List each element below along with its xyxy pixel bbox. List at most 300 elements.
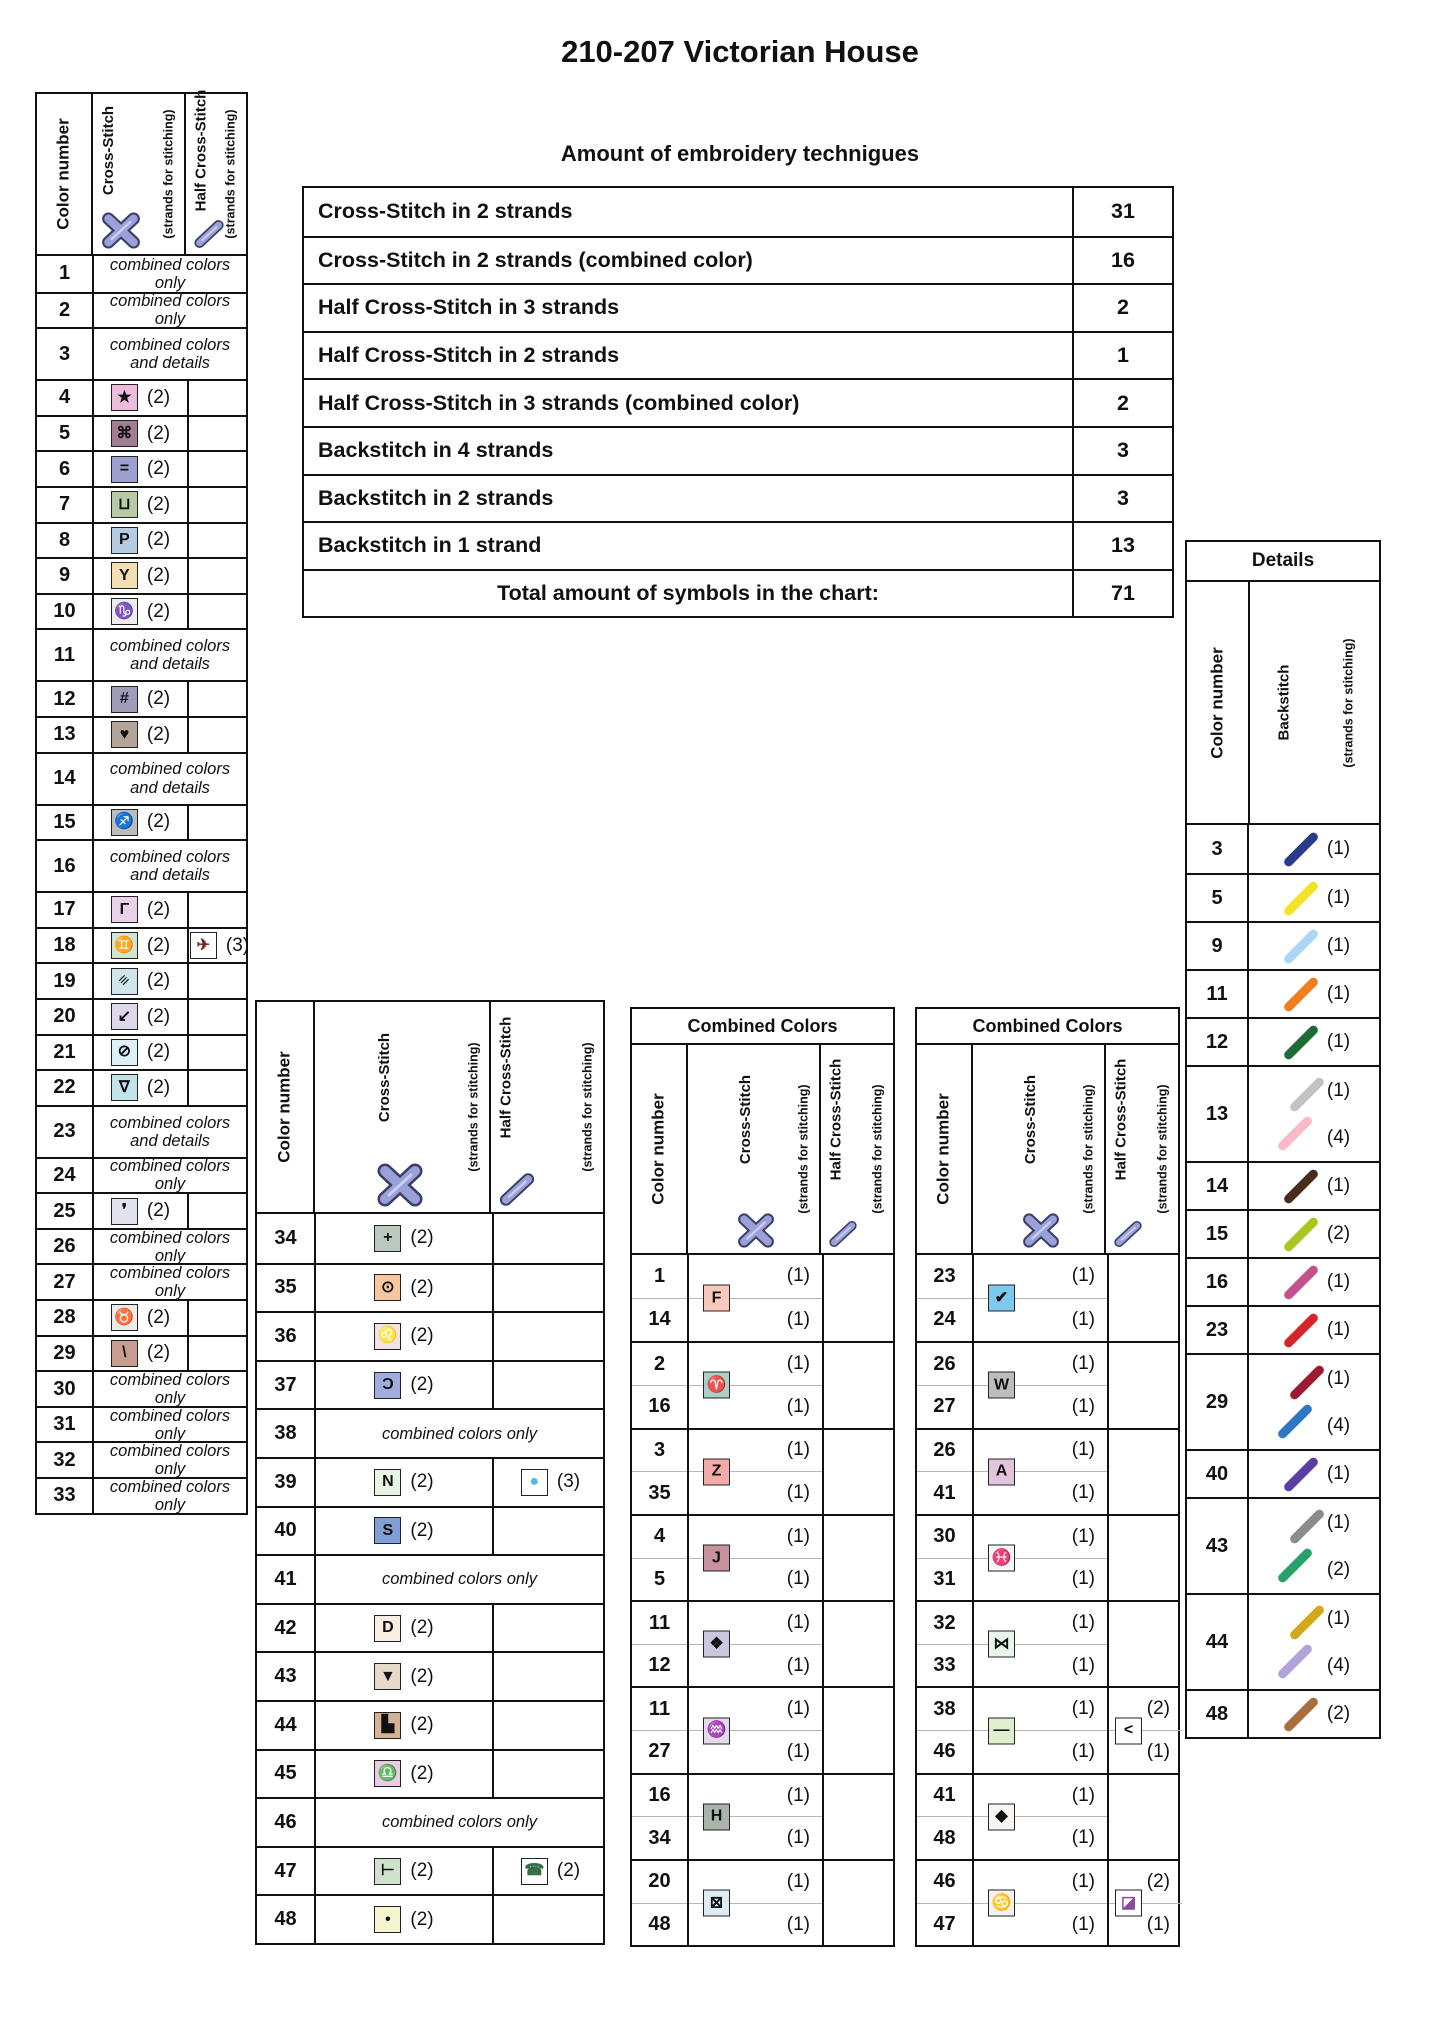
backstitch-swatch: [1288, 1604, 1325, 1641]
cross-stitch-icon: [736, 1213, 776, 1248]
cross-stitch-cell: [972, 1343, 1107, 1427]
symbol-glyph: \: [122, 1344, 127, 1362]
half-cross-stitch-cell: [1107, 1775, 1182, 1859]
symbol-swatch: [374, 1372, 401, 1399]
backstitch-swatch-wrap: [1278, 875, 1324, 921]
strand-count: (2): [146, 529, 171, 551]
half-cross-stitch-cell: [187, 381, 250, 415]
cross-stitch-cell: [972, 1602, 1107, 1686]
symbol-table-2-header: [257, 1002, 603, 1214]
color-number: 35: [648, 1481, 671, 1504]
color-number: 34: [274, 1226, 297, 1249]
color-number: 3: [58, 342, 71, 365]
backstitch-swatch-wrap: [1278, 1259, 1324, 1305]
table-row: [37, 680, 246, 716]
details-row: [1187, 921, 1379, 969]
strand-count: (1): [689, 1255, 822, 1299]
techniques-row: [304, 426, 1172, 474]
half-cross-stitch-icon: [827, 1220, 859, 1248]
cross-stitch-cell: [92, 1000, 187, 1034]
symbol-glyph: ⌘: [116, 424, 133, 442]
table-row: [257, 1554, 603, 1603]
strand-count: (2): [146, 898, 171, 920]
half-cross-stitch-cell: [1107, 1343, 1182, 1427]
color-number: 20: [53, 1005, 76, 1028]
symbol-glyph: ♊: [114, 936, 135, 954]
strand-count: (1): [1326, 1271, 1351, 1292]
combined-color-numbers: [632, 1688, 687, 1772]
cross-stitch-cell: [687, 1688, 822, 1772]
color-number: 13: [53, 723, 76, 746]
strand-count: (1): [786, 1395, 810, 1417]
color-number: 35: [274, 1276, 297, 1299]
half-cross-stitch-cell: [187, 524, 250, 558]
table-row: [37, 256, 246, 292]
color-number: 27: [933, 1395, 956, 1418]
half-cross-stitch-cell: [822, 1430, 897, 1514]
combined-row: [632, 1428, 893, 1514]
backstitch-swatch: [1288, 1508, 1325, 1545]
symbol-swatch: [111, 809, 138, 836]
technique-count: 3: [1072, 476, 1172, 522]
color-number: 38: [917, 1688, 972, 1731]
combined-note-line: combined colors only: [109, 1157, 231, 1194]
combined-colors-2-title: Combined Colors: [917, 1009, 1178, 1045]
symbol-glyph: H: [710, 1807, 723, 1825]
table-row: [37, 1477, 246, 1513]
color-number: 27: [648, 1740, 671, 1763]
symbol-glyph: —: [993, 1721, 1010, 1739]
symbol-glyph: S: [382, 1521, 394, 1539]
backstitch-swatch-wrap: [1272, 1111, 1318, 1157]
half-cross-stitch-cell: [822, 1861, 897, 1945]
techniques-row: [304, 188, 1172, 236]
color-number: 12: [53, 687, 76, 710]
strand-count: (4): [1326, 1654, 1351, 1676]
color-number-label: Color number: [649, 1093, 669, 1205]
combined-note: [92, 630, 246, 680]
backstitch-line: [1249, 1546, 1379, 1593]
table-row: [37, 1069, 246, 1105]
table-row: [37, 1105, 246, 1157]
symbol-glyph: Ɔ: [382, 1376, 394, 1394]
half-cross-stitch-cell: [187, 1000, 250, 1034]
symbol-swatch: [374, 1760, 401, 1787]
symbol-swatch: [190, 932, 217, 959]
backstitch-swatch: [1282, 1167, 1319, 1204]
backstitch-line: [1249, 1067, 1379, 1114]
color-number: 25: [53, 1199, 76, 1222]
color-number: 5: [653, 1567, 666, 1590]
strand-count: (2): [410, 1714, 434, 1736]
half-cross-stitch-cell: [822, 1343, 897, 1427]
strand-count: (1): [689, 1688, 822, 1731]
combined-note: [92, 1107, 246, 1157]
color-number-label: Color number: [934, 1093, 954, 1205]
color-number: 14: [53, 767, 76, 790]
column-header-half-cross-stitch: [184, 89, 246, 254]
cross-stitch-icon-wrap: [100, 212, 142, 249]
combined-note-line: combined colors: [109, 760, 231, 779]
symbol-swatch: [111, 932, 138, 959]
combined-note-line: and details: [130, 778, 210, 797]
technique-count: 2: [1072, 380, 1172, 426]
strand-count: (1): [1326, 1607, 1351, 1629]
strand-count: (1): [974, 1516, 1107, 1559]
combined-note-line: and details: [130, 655, 210, 674]
strands-label: (strands for stitching): [871, 1084, 886, 1214]
strand-count: (3): [225, 934, 250, 956]
cross-stitch-cell: [314, 1214, 492, 1263]
color-number: 16: [1187, 1259, 1249, 1305]
color-number-label: Color number: [1207, 646, 1227, 759]
cross-stitch-cell: [92, 1194, 187, 1228]
combined-color-numbers: [632, 1430, 687, 1514]
combined-note: [92, 294, 246, 328]
combined-note: [92, 1230, 246, 1264]
cross-stitch-icon-wrap: [1021, 1213, 1061, 1248]
cross-stitch-cell: [687, 1861, 822, 1945]
cross-stitch-cell: [314, 1653, 492, 1700]
combined-note-line: combined colors only: [382, 1570, 537, 1589]
strand-count: (1): [786, 1827, 810, 1849]
symbol-glyph: ♓: [991, 1549, 1012, 1567]
color-number: 14: [648, 1308, 671, 1331]
color-number: 6: [58, 457, 71, 480]
table-row: [37, 593, 246, 629]
symbol-swatch: [988, 1458, 1015, 1485]
backstitch-swatch: [1288, 1364, 1325, 1401]
symbol-glyph: ✔: [994, 1289, 1009, 1307]
cross-stitch-icon-wrap: [736, 1213, 776, 1248]
strand-count: (2): [146, 1076, 171, 1098]
backstitch-line: [1249, 1019, 1379, 1065]
color-number: 1: [632, 1255, 687, 1299]
half-cross-stitch-cell: [187, 452, 250, 486]
column-header-backstitch: [1248, 582, 1379, 823]
strand-count: (1): [1326, 1175, 1351, 1196]
backstitch-swatch-wrap: [1278, 923, 1324, 969]
strand-count: (2): [410, 1227, 434, 1249]
combined-colors-1-header: [632, 1045, 893, 1255]
half-cross-stitch-cell: [187, 964, 250, 998]
color-number: 30: [917, 1516, 972, 1559]
color-number: 36: [274, 1324, 297, 1347]
cross-stitch-cell: [687, 1430, 822, 1514]
technique-label: Backstitch in 4 strands: [318, 438, 554, 463]
combined-note-line: combined colors only: [109, 292, 231, 329]
table-row: [37, 927, 250, 963]
technique-label: Backstitch in 2 strands: [318, 485, 554, 510]
strand-count: (2): [1326, 1558, 1351, 1580]
strand-count: (1): [974, 1255, 1107, 1299]
color-number: 29: [53, 1341, 76, 1364]
half-cross-stitch-cell: [187, 893, 250, 927]
color-number: 17: [53, 898, 76, 921]
half-cross-stitch-cell: [187, 682, 250, 716]
cross-stitch-cell: [314, 1702, 492, 1749]
combined-note: [92, 1479, 246, 1513]
combined-note: [314, 1556, 603, 1603]
symbol-swatch: [374, 1663, 401, 1690]
table-row: [257, 1214, 603, 1263]
combined-row: [917, 1600, 1178, 1686]
strand-count: (1): [689, 1602, 822, 1645]
combined-row: [632, 1859, 893, 1945]
color-number: 9: [58, 564, 71, 587]
column-header-cross-stitch: [91, 94, 184, 254]
half-cross-stitch-cell: [187, 417, 250, 451]
table-row: [257, 1408, 603, 1457]
backstitch-lines: [1249, 1451, 1379, 1497]
half-cross-stitch-cell: [1107, 1255, 1182, 1341]
combined-row: [632, 1341, 893, 1427]
backstitch-swatch-wrap: [1272, 1543, 1318, 1589]
table-row: [37, 752, 246, 804]
symbol-swatch: [374, 1517, 401, 1544]
strand-count: (2): [146, 811, 171, 833]
table-row: [257, 1651, 603, 1700]
half-cross-stitch-cell: [492, 1265, 607, 1312]
combined-row: [917, 1428, 1178, 1514]
strand-count: (2): [1109, 1861, 1182, 1904]
strand-count: (1): [974, 1861, 1107, 1904]
symbol-swatch: [703, 1803, 730, 1830]
backstitch-line: [1249, 1691, 1379, 1737]
color-number: 27: [53, 1270, 76, 1293]
combined-note: [92, 329, 246, 379]
cross-stitch-icon: [1021, 1213, 1061, 1248]
backstitch-swatch: [1282, 879, 1319, 916]
half-cross-stitch-cell: [492, 1605, 607, 1652]
half-cross-stitch-cell: [492, 1848, 607, 1895]
table-row: [37, 379, 246, 415]
strand-count: (1): [1071, 1482, 1095, 1504]
half-cross-stitch-cell: [187, 1194, 250, 1228]
strand-count: (1): [689, 1861, 822, 1904]
cross-stitch-cell: [92, 964, 187, 998]
symbol-swatch: [988, 1631, 1015, 1658]
color-number: 11: [632, 1688, 687, 1731]
backstitch-swatch: [1282, 975, 1319, 1012]
strand-count: (1): [786, 1482, 810, 1504]
combined-color-numbers: [632, 1775, 687, 1859]
symbol-glyph: ♉: [114, 1308, 135, 1326]
color-number: 47: [274, 1859, 297, 1882]
color-number: 13: [1187, 1067, 1249, 1161]
techniques-heading: Amount of embroidery technigues: [560, 141, 920, 166]
color-number: 16: [648, 1395, 671, 1418]
details-header: [1187, 582, 1379, 825]
technique-count: 31: [1072, 188, 1172, 236]
combined-color-numbers: [632, 1343, 687, 1427]
color-number: 15: [53, 810, 76, 833]
backstitch-lines: [1249, 875, 1379, 921]
color-number-label: Color number: [53, 118, 73, 230]
symbol-glyph: ⊔: [118, 495, 131, 513]
color-number: 39: [274, 1470, 297, 1493]
symbol-swatch: [111, 598, 138, 625]
color-number: 31: [53, 1413, 76, 1436]
symbol-table-1-header: [37, 89, 246, 256]
symbol-glyph: ⊘: [117, 1043, 132, 1061]
details-row: [1187, 969, 1379, 1017]
symbol-glyph: ❜: [121, 1202, 127, 1220]
combined-color-numbers: [917, 1255, 972, 1341]
backstitch-lines: [1249, 1595, 1379, 1689]
details-table: [1185, 540, 1381, 1739]
backstitch-swatch-wrap: [1272, 1399, 1318, 1445]
symbol-swatch: [111, 1198, 138, 1225]
color-number: 48: [933, 1826, 956, 1849]
strand-count: (1): [1071, 1740, 1095, 1762]
combined-note: [92, 1408, 246, 1442]
cross-stitch-label: Cross-Stitch: [1021, 1074, 1039, 1164]
symbol-swatch: [703, 1458, 730, 1485]
technique-label: Backstitch in 1 strand: [318, 533, 542, 558]
strand-count: (2): [146, 564, 171, 586]
half-cross-stitch-cell: [822, 1602, 897, 1686]
cross-stitch-cell: [972, 1430, 1107, 1514]
symbol-glyph: ✈: [196, 936, 211, 954]
color-number: 46: [917, 1861, 972, 1904]
cross-stitch-cell: [687, 1343, 822, 1427]
backstitch-line: [1249, 1355, 1379, 1402]
combined-note-line: combined colors: [109, 847, 231, 866]
color-number: 3: [632, 1430, 687, 1473]
color-number: 5: [58, 422, 71, 445]
backstitch-line: [1249, 875, 1379, 921]
symbol-swatch: [521, 1469, 548, 1496]
combined-colors-2-header: [917, 1045, 1178, 1255]
color-number: 41: [274, 1567, 297, 1590]
color-number: 26: [917, 1430, 972, 1473]
table-row: [37, 327, 246, 379]
color-number: 23: [53, 1120, 76, 1143]
details-row: [1187, 1689, 1379, 1737]
symbol-swatch: [111, 491, 138, 518]
cross-stitch-cell: [972, 1516, 1107, 1600]
strand-count: (1): [689, 1516, 822, 1559]
half-cross-stitch-cell: [492, 1896, 607, 1943]
half-cross-stitch-cell: [187, 1337, 250, 1371]
details-row: [1187, 1305, 1379, 1353]
cross-stitch-cell: [92, 595, 187, 629]
backstitch-line: [1249, 1114, 1379, 1161]
table-row: [37, 628, 246, 680]
color-number: 38: [274, 1422, 297, 1445]
half-cross-stitch-cell: [492, 1362, 607, 1409]
backstitch-swatch: [1276, 1547, 1313, 1584]
symbol-glyph: •: [385, 1910, 391, 1928]
table-row: [37, 1228, 246, 1264]
details-row: [1187, 1065, 1379, 1161]
color-number: 4: [58, 386, 71, 409]
technique-label: Half Cross-Stitch in 3 strands (combined color): [318, 390, 800, 415]
symbol-glyph: ♎: [377, 1764, 398, 1782]
strand-count: (1): [786, 1654, 810, 1676]
symbol-glyph: A: [995, 1462, 1008, 1480]
half-cross-stitch-cell: [492, 1508, 607, 1555]
strand-count: (2): [146, 458, 171, 480]
combined-color-numbers: [917, 1775, 972, 1859]
symbol-table-2-body: [257, 1214, 603, 1943]
column-header-half-cross-stitch: [489, 1002, 603, 1212]
cross-stitch-cell: [314, 1459, 492, 1506]
backstitch-swatch-wrap: [1272, 1639, 1318, 1685]
color-number: 29: [1187, 1355, 1249, 1449]
strand-count: (3): [556, 1471, 581, 1493]
color-number: 24: [933, 1308, 956, 1331]
symbol-glyph: J: [712, 1549, 721, 1567]
table-row: [257, 1700, 603, 1749]
strands-label: (strands for stitching): [581, 1042, 596, 1172]
strand-count: (2): [410, 1519, 434, 1541]
strand-count: (2): [146, 970, 171, 992]
symbol-swatch: [374, 1615, 401, 1642]
backstitch-swatch: [1282, 1215, 1319, 1252]
cross-stitch-cell: [92, 929, 187, 963]
combined-color-numbers: [917, 1516, 972, 1600]
symbol-swatch: [703, 1545, 730, 1572]
symbol-swatch: [1115, 1890, 1142, 1917]
strand-count: (2): [146, 600, 171, 622]
combined-color-numbers: [917, 1602, 972, 1686]
color-number: 41: [933, 1481, 956, 1504]
combined-note: [92, 841, 246, 891]
table-row: [37, 415, 246, 451]
table-row: [37, 522, 246, 558]
backstitch-swatch: [1282, 1263, 1319, 1300]
strand-count: (1): [1326, 1367, 1351, 1389]
strand-count: (2): [1109, 1688, 1182, 1731]
strand-count: (2): [556, 1860, 581, 1882]
backstitch-line: [1249, 1259, 1379, 1305]
symbol-glyph: <: [1123, 1721, 1134, 1739]
backstitch-lines: [1249, 1019, 1379, 1065]
table-row: [37, 292, 246, 328]
color-number: 32: [917, 1602, 972, 1645]
backstitch-lines: [1249, 971, 1379, 1017]
color-number: 47: [933, 1913, 956, 1936]
symbol-glyph: D: [382, 1619, 394, 1637]
combined-color-numbers: [917, 1861, 972, 1945]
details-title: Details: [1187, 542, 1379, 582]
symbol-glyph: P: [119, 531, 130, 549]
half-cross-stitch-cell: [1107, 1861, 1182, 1945]
table-row: [37, 716, 246, 752]
strand-count: (1): [1326, 935, 1351, 956]
backstitch-swatch: [1282, 1695, 1319, 1732]
details-row: [1187, 825, 1379, 873]
backstitch-swatch-wrap: [1278, 1211, 1324, 1257]
symbol-swatch: [703, 1631, 730, 1658]
color-number: 37: [274, 1373, 297, 1396]
combined-colors-table-2: [915, 1007, 1180, 1947]
combined-note: [314, 1410, 603, 1457]
strand-count: (1): [974, 1430, 1107, 1473]
combined-note: [92, 1372, 246, 1406]
color-number: 10: [53, 600, 76, 623]
column-header-half-cross-stitch: [819, 1045, 893, 1253]
combined-row: [632, 1773, 893, 1859]
strand-count: (1): [1146, 1913, 1170, 1935]
half-cross-stitch-icon: [1112, 1220, 1144, 1248]
backstitch-lines: [1249, 1259, 1379, 1305]
details-body: [1187, 825, 1379, 1737]
combined-row: [917, 1859, 1178, 1945]
color-number: 21: [53, 1040, 76, 1063]
